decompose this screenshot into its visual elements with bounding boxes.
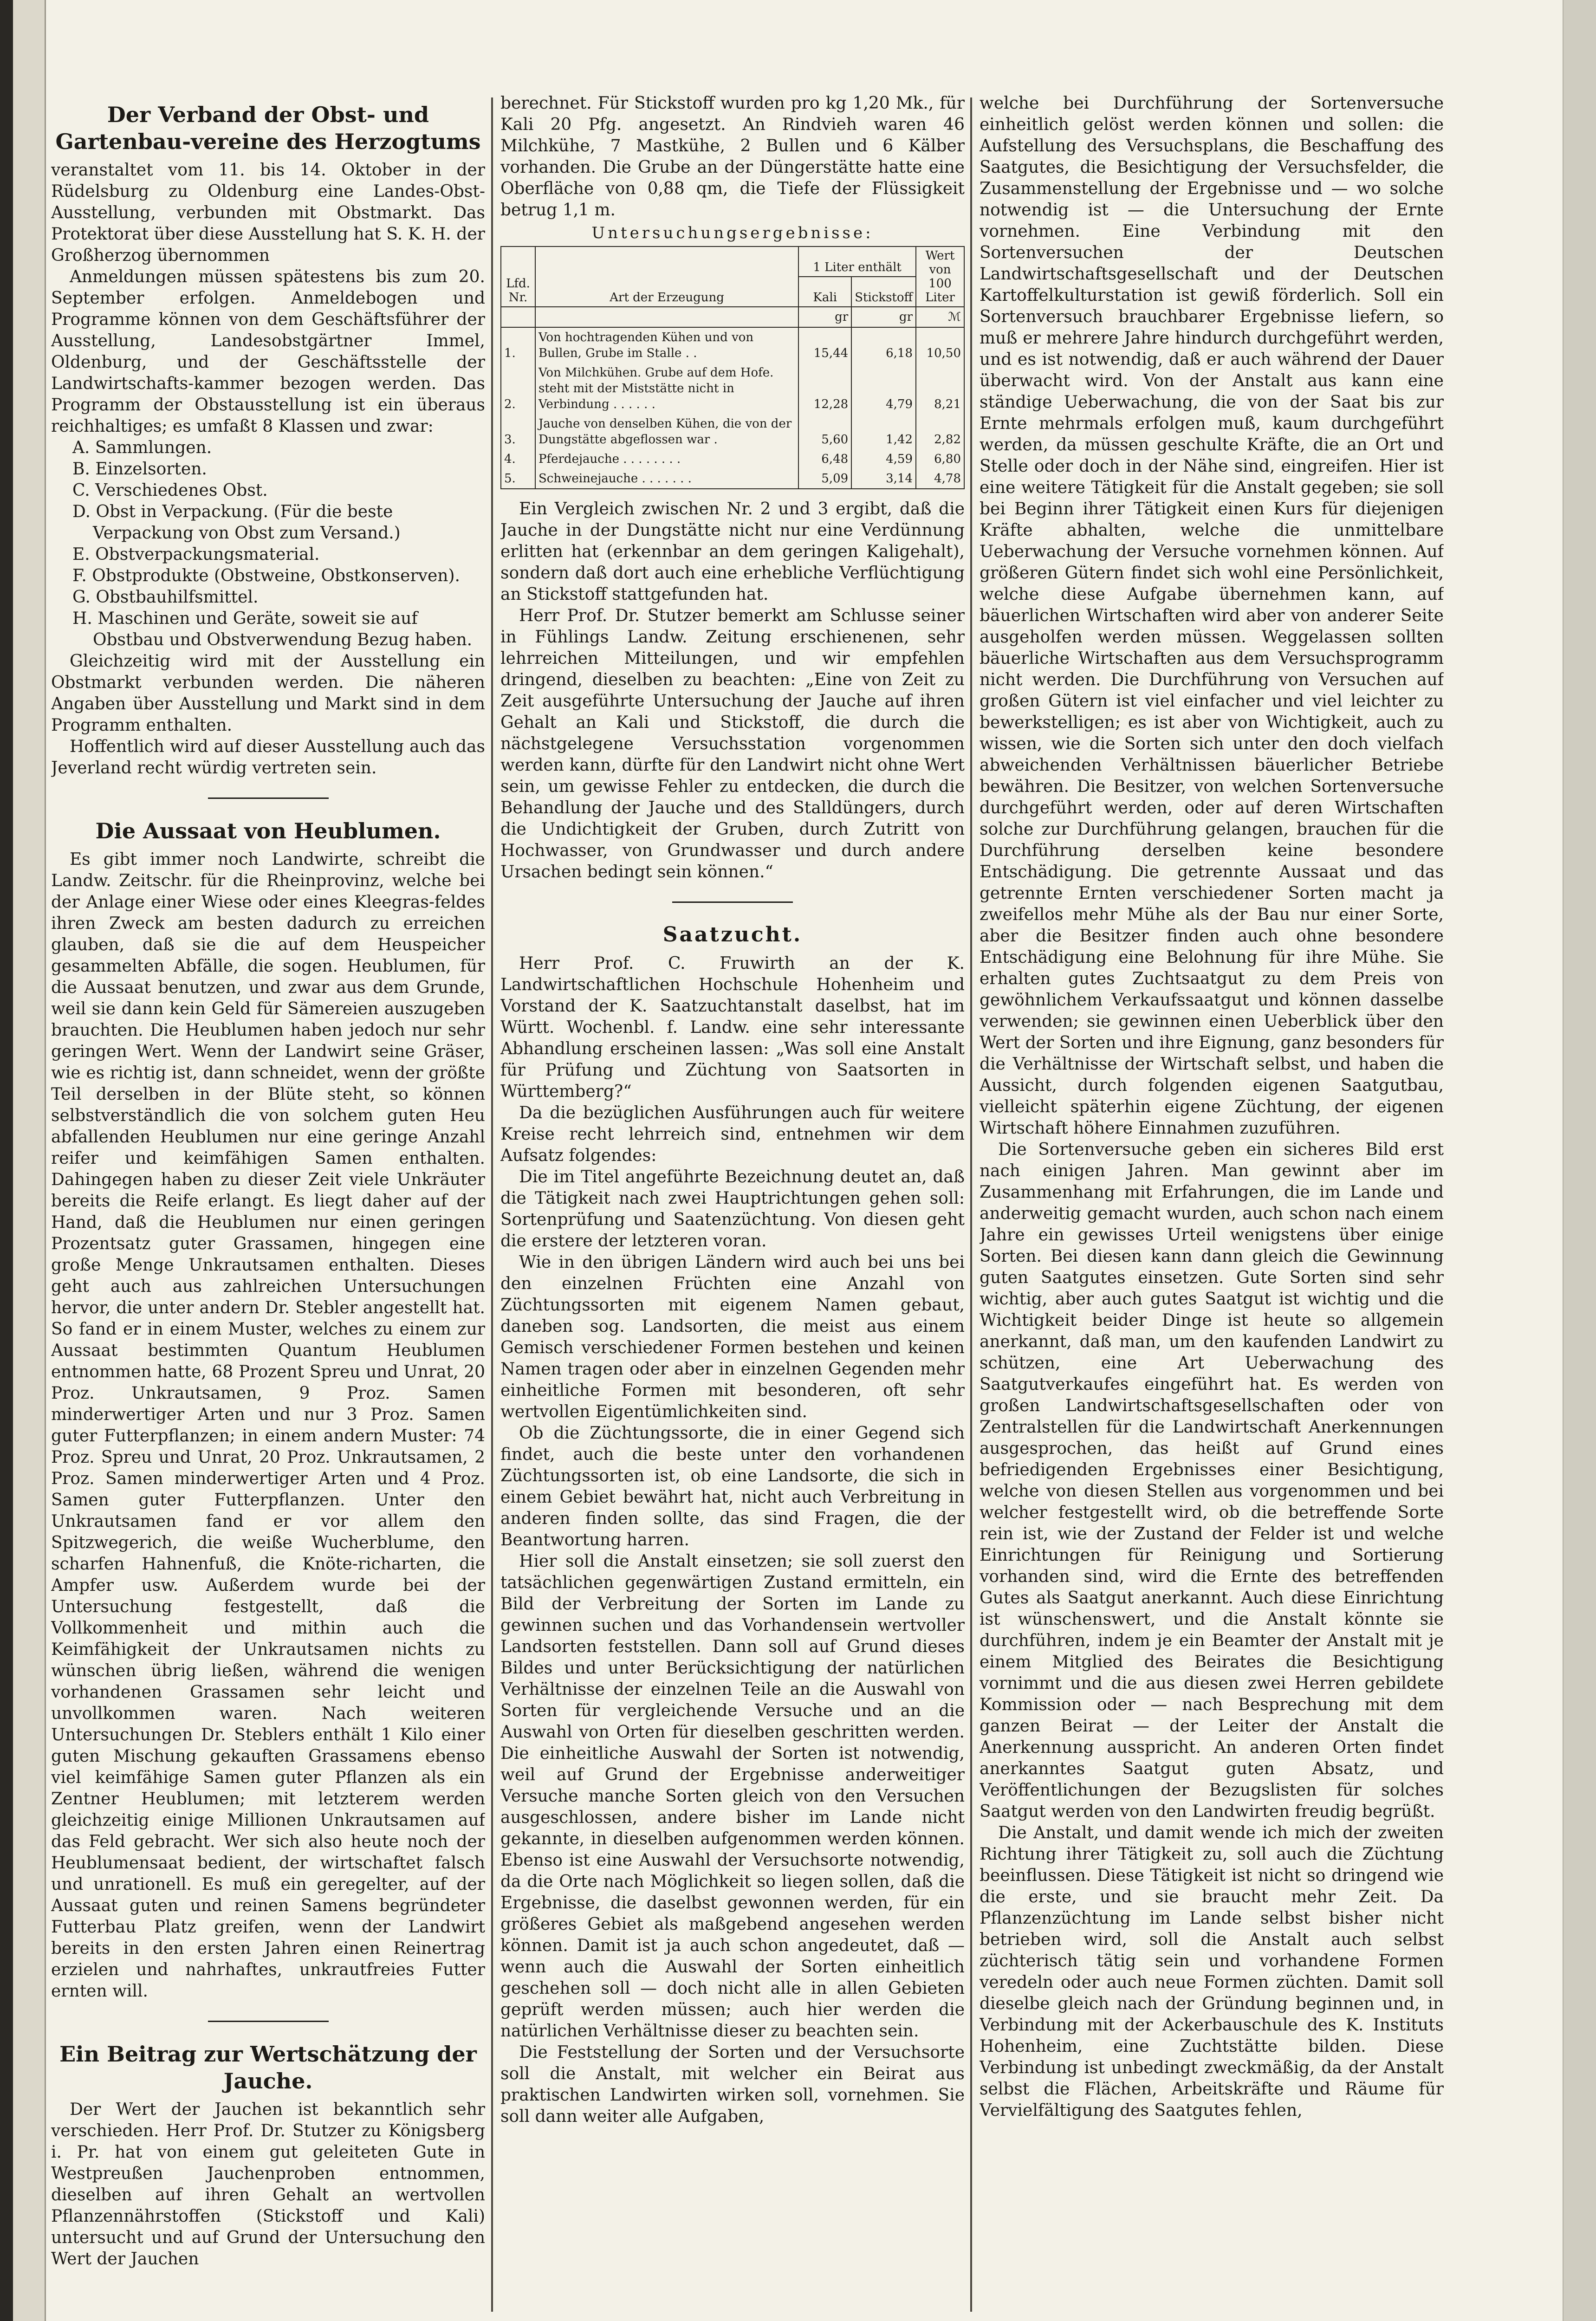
paragraph: berechnet. Für Stickstoff wurden pro kg 1,20 Mk., für Kali 20 Pfg. angesetzt. An Rindvieh waren 46 Milchkühe, 7 Mastkühe, 2 Bullen und 6 Kälber vorhanden. Die Grube an der Düngerstätte hatte eine Oberfläche von 0,88 qm, die Tiefe der Flüssigkeit betrug 1,1 m. — [500, 94, 965, 220]
section-divider — [208, 797, 329, 799]
column-header-kali: Kali — [798, 277, 851, 307]
previous-page-edge — [13, 0, 46, 2321]
table-cell: 8,21 — [916, 363, 964, 414]
paragraph: Hier soll die Anstalt einsetzen; sie soll zuerst den tatsächlichen gegenwärtigen Zustand ermitteln, ein Bild der Verbreitung der Sorten im Lande zu gewinnen suchen und das Vorhandensein wertvoller Landsorten feststellen. Dann soll auf Grund dieses Bildes und unter Berücksichtigung der natürlichen Verhältnisse der einzelnen Teile an die Auswahl von Sorten für vergleichende Versuche und an die Auswahl von Orten für dieselben geschritten werden. Die einheitliche Auswahl der Sorten ist notwendig, weil auf Grund der Ergebnisse anderweitiger Versuche manche Sorten gleich von den Versuchen ausgeschlossen, andere bisher im Lande nicht gekannte, in dieselben aufgenommen werden können. Ebenso ist eine Auswahl der Versuchsorte notwendig, da die Orte nach Möglichkeit so liegen sollen, daß die Ergebnisse, die daselbst gewonnen werden, für ein größeres Gebiet als maßgebend angesehen werden können. Damit ist ja auch schon angedeutet, daß — wenn auch die Auswahl der Sorten einheitlich geschehen soll — doch nicht alle in allen Gebieten geprüft werden müssen; auch hier werden die natürlichen Verhältnisse dieser zu beachten sein. — [500, 1552, 965, 2041]
paragraph: Der Wert der Jauchen ist bekanntlich sehr verschieden. Herr Prof. Dr. Stutzer zu Königsberg i. Pr. hat von einem gut geleiteten Gute in Westpreußen Jauchenproben entnommen, dieselben auf ihren Gehalt an wertvollen Pflanzennährstoffen (Stickstoff und Kali) untersucht und auf Grund der Untersuchung den Wert der Jauchen — [51, 2100, 485, 2269]
table-cell: 5. — [501, 469, 535, 489]
scan-border-right — [1563, 0, 1596, 2321]
list-item: H. Maschinen und Geräte, soweit sie auf Obstbau und Obstverwendung Bezug haben. — [72, 609, 473, 649]
table-row — [501, 363, 964, 414]
table-cell: 1,42 — [851, 414, 916, 449]
results-table — [500, 246, 965, 489]
table-cell: 3,14 — [851, 469, 916, 489]
table-row — [501, 449, 964, 469]
paragraph: Anmeldungen müssen spätestens bis zum 20. September erfolgen. Anmeldebogen und Programme können von dem Geschäftsführer der Ausstellung, Landesobstgärtner Immel, Oldenburg, und der Geschäftsstelle der Landwirtschafts-kammer bezogen werden. Das Programm der Obstausstellung ist ein überaus reichhaltiges; es umfaßt 8 Klassen und zwar: — [51, 267, 485, 436]
paragraph: Ob die Züchtungssorte, die in einer Gegend sich findet, auch die beste unter den vorhandenen Züchtungssorten ist, ob eine Landsorte, die sich in einem Gebiet bewährt hat, nicht auch Verbreitung in anderen finden sollte, das sind Fragen, die der Beantwortung harren. — [500, 1424, 965, 1549]
table-row — [501, 469, 964, 489]
list-item: E. Obstverpackungsmaterial. — [72, 545, 320, 564]
table-cell: 15,44 — [798, 327, 851, 363]
column-right — [980, 93, 1444, 2312]
list-item: B. Einzelsorten. — [72, 460, 207, 479]
article-heading-saatzucht: Saatzucht. — [662, 923, 803, 947]
paragraph: Die Sortenversuche geben ein sicheres Bild erst nach einigen Jahren. Man gewinnt aber im Zusammenhang mit Erfahrungen, die im Lande und anderweitig gemacht wurden, auch schon nach einem Jahre ein gewisses Urteil wenigstens über einige Sorten. Bei diesen kann dann gleich die Gewinnung guten Saatgutes einsetzen. Gute Sorten sind sehr wichtig, aber auch gutes Saatgut ist wichtig und die Wichtigkeit beider Dinge ist heute so allgemein anerkannt, daß man, um den kaufenden Landwirt zu schützen, eine Art Ueberwachung des Saatgutverkaufes eingeführt hat. Es werden von großen Landwirtschaftsgesellschaften oder von Zentralstellen für die Landwirtschaft Anerkennungen ausgesprochen, das heißt auf Grund eines befriedigenden Ergebnisses einer Besichtigung, welche von diesen Stellen aus vorgenommen und bei welcher festgestellt wird, ob die betreffende Sorte rein ist, wie der Zustand der Felder ist und welche Einrichtungen für Reinigung und Sortierung vorhanden sind, wird die Ernte des betreffenden Gutes als Saatgut anerkannt. Auch diese Einrichtung ist wünschenswert, und die Anstalt könnte sie durchführen, indem je ein Beamter der Anstalt mit je einem Mitglied des Beirates die Besichtigung vornimmt und die aus diesen zwei Herren gebildete Kommission oder — nach Besprechung mit dem ganzen Beirat — der Leiter der Anstalt die Anerkennung ausspricht. An anderen Orten findet anerkanntes Saatgut guten Absatz, und Veröffentlichungen der Bezugslisten für solches Saatgut werden von den Landwirten freudig begrüßt. — [980, 1140, 1444, 1821]
section-divider — [208, 2021, 329, 2022]
table-cell: Von hochtragenden Kühen und von Bullen, Grube im Stalle . . — [535, 327, 798, 363]
table-title: Untersuchungsergebnisse: — [591, 224, 874, 242]
column-rule — [491, 97, 493, 2312]
table-cell: 6,18 — [851, 327, 916, 363]
list-item: C. Verschiedenes Obst. — [72, 481, 268, 500]
column-header-nr: Lfd. Nr. — [501, 246, 535, 307]
table-cell: Pferdejauche . . . . . . . . — [535, 449, 798, 469]
table-row — [501, 327, 964, 363]
column-header-group: 1 Liter enthält — [798, 246, 916, 277]
table-cell: 2,82 — [916, 414, 964, 449]
table-cell: 3. — [501, 414, 535, 449]
paragraph: Die Anstalt, und damit wende ich mich der zweiten Richtung ihrer Tätigkeit zu, soll auch die Züchtung beeinflussen. Diese Tätigkeit ist nicht so dringend wie die erste, und sie braucht mehr Zeit. Da Pflanzenzüchtung im Lande selbst bisher nicht betrieben wird, soll die Anstalt auch selbst züchterisch tätig sein und vorhandene Formen veredeln oder auch neue Formen züchten. Damit soll dieselbe gleich nach der Gründung beginnen und, in Verbindung mit der Ackerbauschule des K. Instituts Hohenheim, eine Zuchtstätte bilden. Diese Verbindung ist unbedingt zweckmäßig, da der Anstalt selbst die Flächen, Arbeitskräfte und Räume für Vervielfältigung des Saatgutes fehlen, — [980, 1823, 1444, 2120]
paragraph: Gleichzeitig wird mit der Ausstellung ein Obstmarkt verbunden werden. Die näheren Angaben über Ausstellung und Markt sind in dem Programm enthalten. — [51, 652, 485, 735]
table-cell: 6,48 — [798, 449, 851, 469]
table-cell — [501, 307, 535, 327]
table-cell — [535, 307, 798, 327]
table-cell: 5,09 — [798, 469, 851, 489]
table-cell: 4,78 — [916, 469, 964, 489]
list-item: D. Obst in Verpackung. (Für die beste Verpackung von Obst zum Versand.) — [72, 502, 401, 543]
scan-border-left — [0, 0, 13, 2321]
column-left — [51, 93, 485, 2312]
table-cell: 10,50 — [916, 327, 964, 363]
article-heading-jauche: Ein Beitrag zur Wertschätzung der Jauche. — [59, 2042, 477, 2094]
table-cell: 4,59 — [851, 449, 916, 469]
paragraph: Die im Titel angeführte Bezeichnung deutet an, daß die Tätigkeit nach zwei Hauptrichtungen gehen soll: Sortenprüfung und Saatenzüchtung. Von diesen geht die erstere der letzteren voran. — [500, 1167, 965, 1251]
table-cell: 4. — [501, 449, 535, 469]
column-rule — [970, 97, 972, 2312]
list-item: F. Obstprodukte (Obstweine, Obstkonserven). — [72, 566, 460, 585]
table-cell: 6,80 — [916, 449, 964, 469]
table-cell: 4,79 — [851, 363, 916, 414]
table-cell: 2. — [501, 363, 535, 414]
list-item: G. Obstbauhilfsmittel. — [72, 588, 259, 607]
paragraph: welche bei Durchführung der Sortenversuche einheitlich gelöst werden können und sollen: die Aufstellung des Versuchsplans, die Beschaffung des Saatgutes, die Besichtigung der Versuchsfelder, die Zusammenstellung der Ergebnisse und — wo solche notwendig ist — die Untersuchung der Ernte vornehmen. Eine Verbindung mit den Sortenversuchen der Deutschen Landwirtschaftsgesellschaft und der Deutschen Kartoffelkulturstation ist gewiß förderlich. Soll ein Sortenversuch brauchbarer Ergebnisse liefern, so muß er mehrere Jahre hindurch durchgeführt werden, und es ist notwendig, daß er auch während der Dauer überwacht wird. Von der Anstalt aus kann eine ständige Ueberwachung, die von der Saat bis zur Ernte mehrmals erfolgen muß, kaum durchgeführt werden, da müssen geschulte Kräfte, die an Ort und Stelle oder doch in der Nähe sind, eingreifen. Hier ist eine weitere Tätigkeit für die Anstalt gegeben; sie soll bei Beginn ihrer Tätigkeit einen Kurs für diejenigen Kräfte abhalten, welche die unmittelbare Ueberwachung der Versuche vornehmen können. Auf größeren Gütern findet sich wohl eine Persönlichkeit, welche diese Aufgabe übernehmen kann, auf bäuerlichen Wirtschaften wird aber von anderer Seite ausgeholfen werden müssen. Weggelassen sollten bäuerliche Wirtschaften aus dem Versuchsprogramm nicht werden. Die Durchführung von Versuchen auf großen Gütern ist viel einfacher und viel leichter zu bewerkstelligen; es ist aber von Wichtigkeit, auch zu wissen, wie die Sorten sich unter den doch vielfach abweichenden Verhältnissen bäuerlicher Betriebe bewähren. Die Besitzer, von welchen Sortenversuche durchgeführt werden, oder auf deren Wirtschaften solche zur Durchführung gelangen, brauchen für die Durchführung derselben keine besondere Entschädigung. Die getrennte Aussaat und das getrennte Ernten verschiedener Sorten macht ja zweifellos mehr Mühe als der Bau nur einer Sorte, aber die Besitzer finden auch ohne besondere Entschädigung eine Belohnung für ihre Mühe. Sie erhalten gutes Zuchtsaatgut zu dem Preis von gewöhnlichem Verkaufssaatgut und können dasselbe verwenden; sie gewinnen einen Ueberblick über den Wert der Sorten und ihre Eignung, ganz besonders für die Verhältnisse der Wirtschaft selbst, und haben die Aussicht, durch folgenden eigenen Saatgutbau, vielleicht späterhin eigene Züchtung, der eigenen Wirtschaft höhere Einnahmen zuzuführen. — [980, 94, 1444, 1138]
table-cell: Schweinejauche . . . . . . . — [535, 469, 798, 489]
paragraph: veranstaltet vom 11. bis 14. Oktober in der Rüdelsburg zu Oldenburg eine Landes-Obst-Ausstellung, verbunden mit Obstmarkt. Das Protektorat über diese Ausstellung hat S. K. H. der Großherzog übernommen — [51, 161, 485, 265]
table-cell: Jauche von denselben Kühen, die von der Dungstätte abgeflossen war . — [535, 414, 798, 449]
list-item: A. Sammlungen. — [72, 438, 212, 457]
column-middle — [500, 93, 965, 2312]
paragraph: Herr Prof. C. Fruwirth an der K. Landwirtschaftlichen Hochschule Hohenheim und Vorstand der K. Saatzuchtanstalt daselbst, hat im Württ. Wochenbl. f. Landw. eine sehr interessante Abhandlung erscheinen lassen: „Was soll eine Anstalt für Prüfung und Züchtung von Saatsorten in Württemberg?“ — [500, 954, 965, 1101]
column-header-stickstoff: Stickstoff — [851, 277, 916, 307]
unit-cell: gr — [798, 307, 851, 327]
table-row — [501, 414, 964, 449]
section-divider — [672, 901, 793, 903]
table-cell: 5,60 — [798, 414, 851, 449]
column-header-art: Art der Erzeugung — [535, 246, 798, 307]
unit-cell: ℳ — [916, 307, 964, 327]
column-header-wert: Wert von 100 Liter — [916, 246, 964, 307]
paragraph: Ein Vergleich zwischen Nr. 2 und 3 ergibt, daß die Jauche in der Dungstätte nicht nur eine Verdünnung erlitten hat (erkennbar an dem geringen Kaligehalt), sondern daß dort auch eine erhebliche Verflüchtigung an Stickstoff stattgefunden hat. — [500, 499, 965, 604]
table-cell: 12,28 — [798, 363, 851, 414]
article-heading-obstbau: Der Verband der Obst- und Gartenbau-vereine des Herzogtums — [55, 102, 481, 154]
unit-cell: gr — [851, 307, 916, 327]
paragraph: Die Feststellung der Sorten und der Versuchsorte soll die Anstalt, mit welcher ein Beirat aus praktischen Landwirten wirken soll, vornehmen. Sie soll dann weiter alle Aufgaben, — [500, 2043, 965, 2126]
table-cell: Von Milchkühen. Grube auf dem Hofe. steht mit der Miststätte nicht in Verbindung . . . . . . — [535, 363, 798, 414]
table-cell: 1. — [501, 327, 535, 363]
article-heading-heublumen: Die Aussaat von Heublumen. — [95, 818, 441, 843]
paragraph: Hoffentlich wird auf dieser Ausstellung auch das Jeverland recht würdig vertreten sein. — [51, 737, 485, 778]
paragraph: Es gibt immer noch Landwirte, schreibt die Landw. Zeitschr. für die Rheinprovinz, welche bei der Anlage einer Wiese oder eines Kleegras-feldes ihren Zweck am besten dadurch zu erreichen glauben, daß sie die auf dem Heuspeicher gesammelten Abfälle, die sogen. Heublumen, für die Aussaat benutzen, und zwar aus dem Grunde, weil sie dann kein Geld für Sämereien auszugeben brauchten. Die Heublumen haben jedoch nur sehr geringen Wert. Wenn der Landwirt seine Gräser, wie es richtig ist, dann schneidet, wenn der größte Teil derselben in der Blüte steht, so können selbstverständlich die von solchem guten Heu abfallenden Heublumen nur eine geringe Anzahl reifer und keimfähigen Samen enthalten. Dahingegen haben zu dieser Zeit viele Unkräuter bereits die Reife erlangt. Es liegt daher auf der Hand, daß die Heublumen nur einen geringen Prozentsatz guter Grassamen, hingegen eine große Menge Unkrautsamen enthalten. Dieses geht auch aus zahlreichen Untersuchungen hervor, die unter andern Dr. Stebler angestellt hat. So fand er in einem Muster, welches zu einem zur Aussaat bestimmten Quantum Heublumen entnommen hatte, 68 Prozent Spreu und Unrat, 20 Proz. Unkrautsamen, 9 Proz. Samen minderwertiger Arten und nur 3 Proz. Samen guter Futterpflanzen; in einem andern Muster: 74 Proz. Spreu und Unrat, 20 Proz. Unkrautsamen, 2 Proz. Samen minderwertiger Arten und 4 Proz. Samen guter Futterpflanzen. Unter den Unkrautsamen fand er vor allem den Spitzwegerich, die weiße Wucherblume, den scharfen Hahnenfuß, die Knöte-richarten, die Ampfer usw. Außerdem wurde bei der Untersuchung festgestellt, daß die Vollkommenheit und mithin auch die Keimfähigkeit der Unkrautsamen nichts zu wünschen übrig ließen, während die wenigen vorhandenen Grassamen sehr leicht und unvollkommen waren. Nach weiteren Untersuchungen Dr. Steblers enthält 1 Kilo einer guten Mischung gekauften Grassamens ebenso viel keimfähige Samen guter Pflanzen als ein Zentner Heublumen; mit letzterem werden gleichzeitig einige Millionen Unkrautsamen auf das Feld gebracht. Wer sich also heute noch der Heublumensaat bedient, der wirtschaftet falsch und unrationell. Es muß ein geregelter, auf der Aussaat guten und reinen Samens begründeter Futterbau Platz greifen, wenn der Landwirt bereits in den ersten Jahren einen Reinertrag erzielen und nahrhaftes, unkrautfreies Futter ernten will. — [51, 850, 485, 2001]
class-list — [51, 437, 485, 651]
paragraph: Wie in den übrigen Ländern wird auch bei uns bei den einzelnen Früchten eine Anzahl von Züchtungssorten mit eigenem Namen gebaut, daneben sog. Landsorten, die meist aus einem Gemisch verschiedener Formen bestehen und keinen Namen tragen oder aber in einzelnen Gegenden mehr einheitliche Formen mit besonderen, oft sehr wertvollen Eigentümlichkeiten sind. — [500, 1253, 965, 1421]
paragraph: Da die bezüglichen Ausführungen auch für weitere Kreise recht lehrreich sind, entnehmen wir dem Aufsatz folgendes: — [500, 1103, 965, 1165]
paragraph: Herr Prof. Dr. Stutzer bemerkt am Schlusse seiner in Fühlings Landw. Zeitung erschienenen, sehr lehrreichen Mitteilungen, und wir empfehlen dringend, dieselben zu beachten: „Eine von Zeit zu Zeit ausgeführte Untersuchung der Jauche auf ihren Gehalt an Kali und Stickstoff, die durch die nächstgelegene Versuchsstation vorgenommen werden kann, dürfte für den Landwirt nicht ohne Wert sein, um gewisse Fehler zu entdecken, die durch die Behandlung der Jauche und des Stalldüngers, durch die Undichtigkeit der Gruben, durch Zutritt von Hochwasser, von Grundwasser und durch andere Ursachen bedingt sein können.“ — [500, 606, 965, 882]
